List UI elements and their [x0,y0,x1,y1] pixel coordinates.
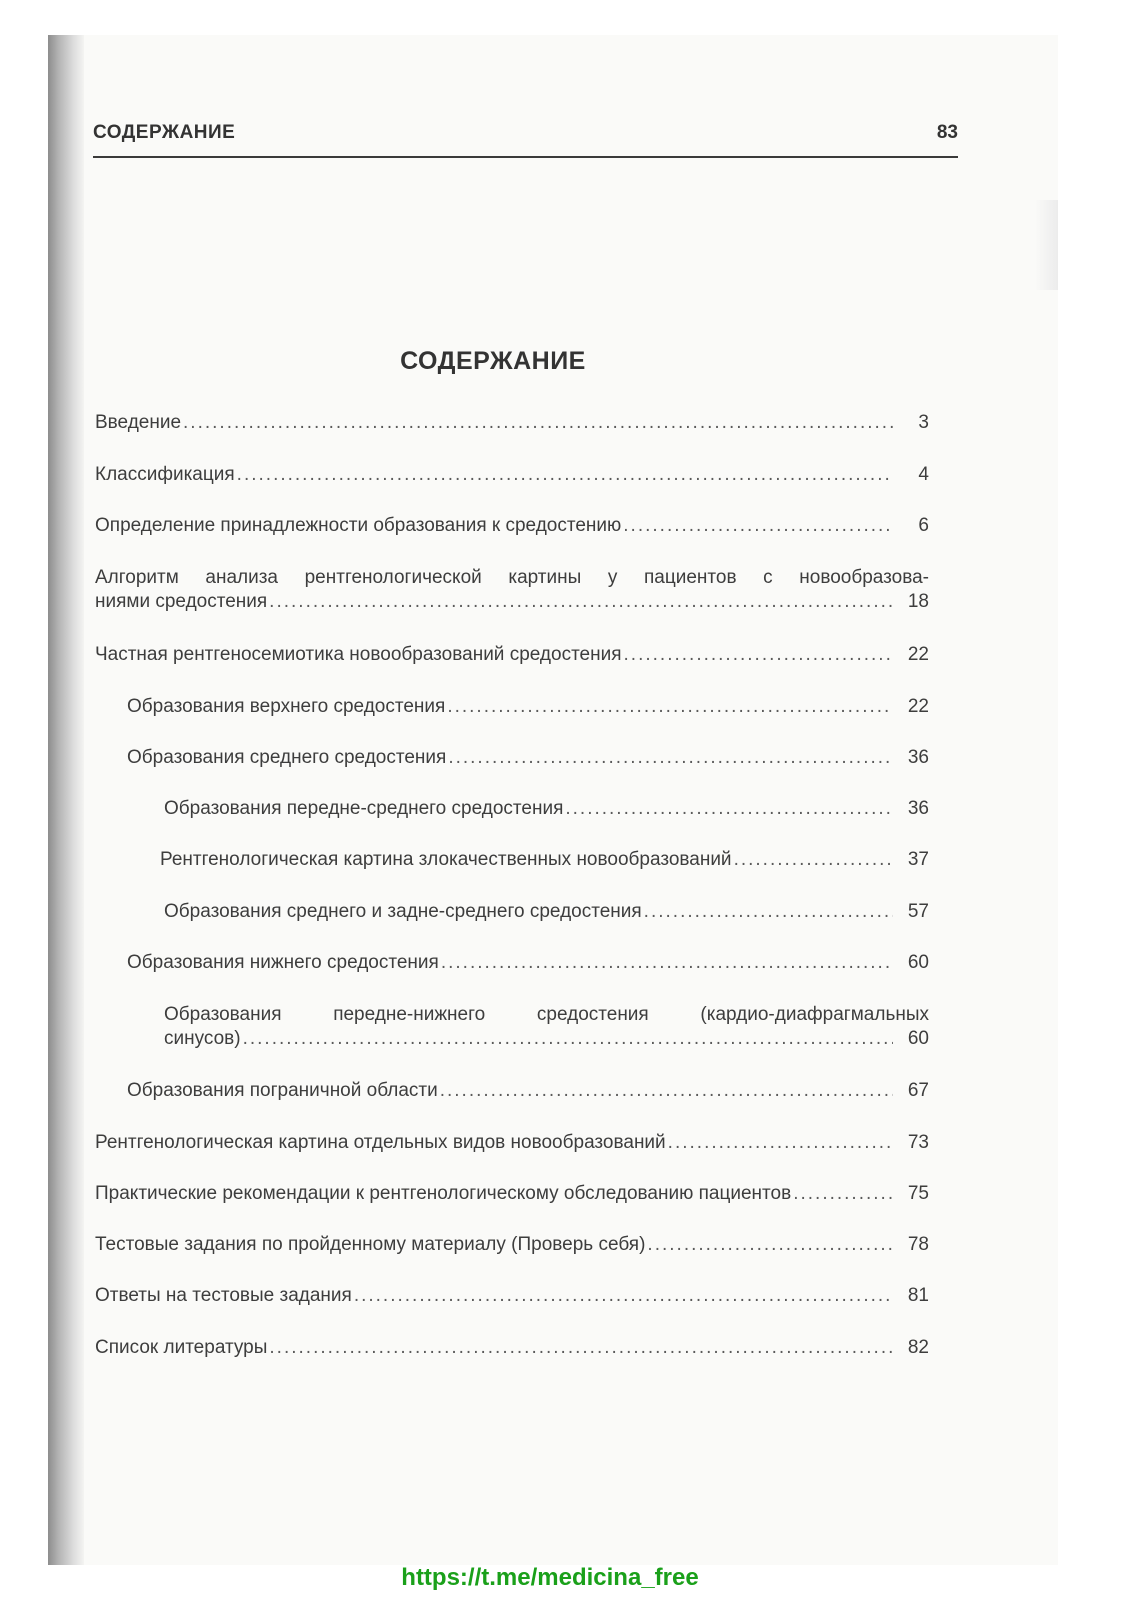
toc-entry-page-number: 4 [918,464,929,485]
toc-entry[interactable] [95,1336,929,1360]
toc-entry-page-number: 67 [907,1080,929,1101]
dot-leader [441,951,893,975]
toc-entry-title: Частная рентгеносемиотика новообразований средостения [95,644,622,665]
toc-entry[interactable] [95,1131,929,1155]
toc-entry[interactable] [164,797,929,821]
toc-entry-title: Образования пограничной области [127,1080,438,1101]
toc-entry-title: Образования верхнего средостения [127,696,446,717]
dot-leader [269,1336,893,1360]
toc-entry-page-number: 75 [907,1183,929,1204]
toc-entry-page-number: 82 [907,1337,929,1358]
running-head-title: СОДЕРЖАНИЕ [93,122,236,143]
toc-entry-page-number: 60 [907,952,929,973]
dot-leader [668,1131,893,1155]
toc-entry[interactable] [95,514,929,538]
dot-leader [237,463,893,487]
toc-entry-title: Ответы на тестовые задания [95,1285,352,1306]
dot-leader [623,514,893,538]
toc-entry[interactable] [95,411,929,435]
toc-entry[interactable] [95,1233,929,1257]
toc-entry-title: Практические рекомендации к рентгенологическому обследованию пациентов [95,1183,792,1204]
toc-entry[interactable] [160,848,929,872]
toc-entry-title: Рентгенологическая картина отдельных видов новообразований [95,1132,666,1153]
toc-entry-page-number: 73 [907,1132,929,1153]
dot-leader [734,848,893,872]
toc-entry-title: Образования среднего средостения [127,747,447,768]
toc-entry[interactable] [127,746,929,770]
dot-leader [624,643,893,667]
toc-entry-page-number: 36 [907,798,929,819]
toc-entry-title: Тестовые задания по пройденному материалу (Проверь себя) [95,1234,646,1255]
toc-entry[interactable] [95,566,929,614]
toc-entry-page-number: 78 [907,1234,929,1255]
footer-link[interactable]: https://t.me/medicina_free [401,1564,699,1591]
toc-entry[interactable] [164,1003,929,1051]
toc-entry-page-number: 60 [907,1028,929,1049]
dot-leader [565,797,893,821]
toc-entry-page-number: 36 [907,747,929,768]
toc-entry[interactable] [164,900,929,924]
toc-entry-page-number: 81 [907,1285,929,1306]
dot-leader [448,746,893,770]
toc-entry[interactable] [127,1079,929,1103]
toc-entry-title: ниями средостения [95,591,268,612]
toc-entry-page-number: 6 [918,515,929,536]
toc-entry[interactable] [95,1182,929,1206]
toc-entry[interactable] [95,643,929,667]
toc-entry-page-number: 37 [907,849,929,870]
toc-entry-title: Список литературы [95,1337,268,1358]
toc-entry-title: Введение [95,412,182,433]
toc-entry-title: Образования нижнего средостения [127,952,439,973]
toc-entry-title: синусов) [164,1028,241,1049]
toc-entry[interactable] [95,463,929,487]
dot-leader [447,695,893,719]
dot-leader [269,590,893,614]
running-head-page-number: 83 [936,122,958,143]
toc-entry-title: Образования передне-среднего средостения [164,798,564,819]
dot-leader [354,1284,893,1308]
toc-entry-page-number: 57 [907,901,929,922]
dot-leader [647,1233,893,1257]
toc-entry-page-number: 3 [918,412,929,433]
toc-entry-title: Определение принадлежности образования к средостению [95,515,622,536]
toc-entry-title: Классификация [95,464,235,485]
toc-entry-title: Образования среднего и задне-среднего средостения [164,901,642,922]
toc-entry-page-number: 18 [907,591,929,612]
dot-leader [243,1027,893,1051]
toc-entry-title: Рентгенологическая картина злокачественных новообразований [160,849,732,870]
toc-entry-page-number: 22 [907,644,929,665]
toc-entry-first-line: Образования передне-нижнего средостения (кардио-диафрагмальных [164,1004,929,1025]
dot-leader [644,900,893,924]
toc-entry[interactable] [127,951,929,975]
toc-entry-page-number: 22 [907,696,929,717]
toc-entry[interactable] [95,1284,929,1308]
dot-leader [793,1182,893,1206]
toc-entry-first-line: Алгоритм анализа рентгенологической картины у пациентов с новообразова- [95,567,929,588]
toc-entry[interactable] [127,695,929,719]
dot-leader [183,411,893,435]
toc-title: СОДЕРЖАНИЕ [400,347,586,375]
dot-leader [440,1079,893,1103]
